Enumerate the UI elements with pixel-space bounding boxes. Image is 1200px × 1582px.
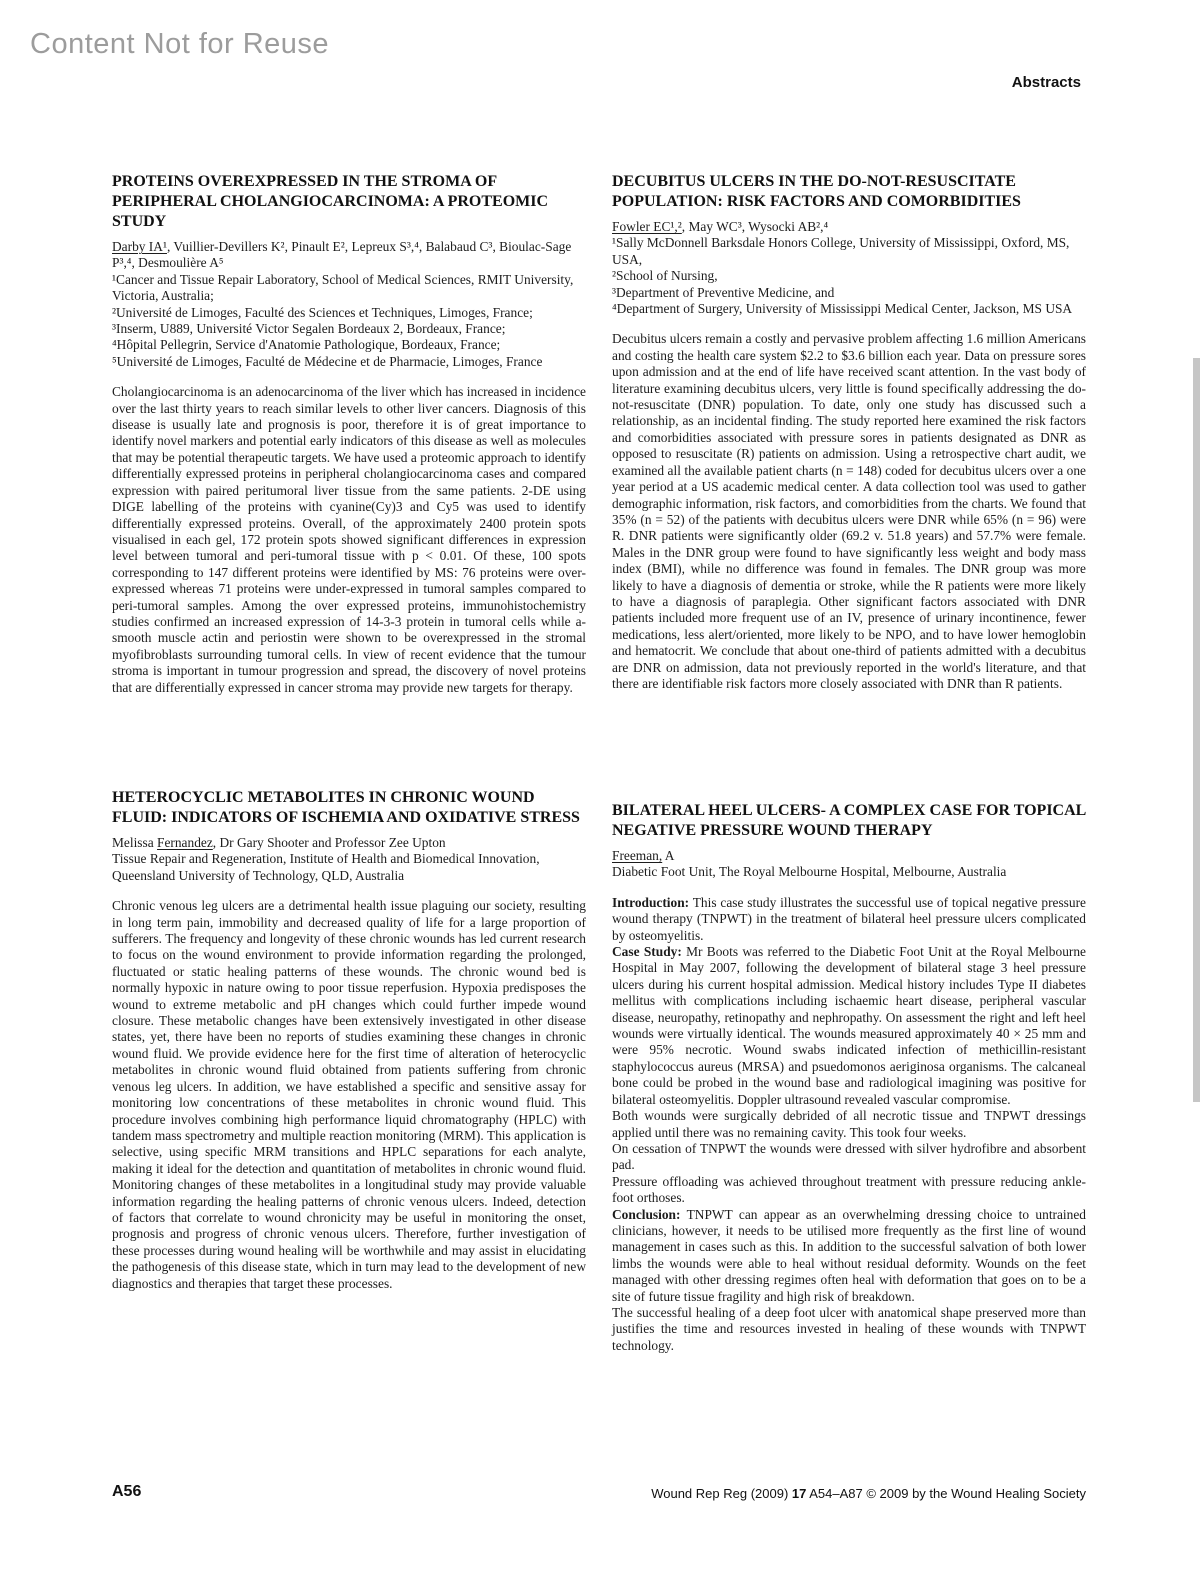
affiliation-line: Diabetic Foot Unit, The Royal Melbourne Hospital, Melbourne, Australia (612, 864, 1007, 880)
paragraph-text: Pressure offloading was achieved throughout treatment with pressure reducing ankle-foot orthoses. (612, 1173, 1086, 1206)
affiliation-line: ²School of Nursing, (612, 268, 718, 284)
authors-pre: Melissa (112, 835, 158, 850)
abstract-title: PROTEINS OVEREXPRESSED IN THE STROMA OF PERIPHERAL CHOLANGIOCARCINOMA: A PROTEOMIC STUDY (112, 173, 549, 230)
abstract-heterocyclic-metabolites (112, 788, 586, 1292)
abstract-title: BILATERAL HEEL ULCERS- A COMPLEX CASE FOR TOPICAL NEGATIVE PRESSURE WOUND THERAPY (612, 802, 1086, 839)
abstract-paragraph (612, 331, 1086, 692)
paragraph-label: Case Study: (612, 944, 682, 960)
footer-page-number: A56 (112, 1483, 142, 1500)
affiliation-line: ⁴Hôpital Pellegrin, Service d'Anatomie Pathologique, Bordeaux, France; (112, 337, 501, 353)
affiliations (612, 864, 1086, 880)
presenting-author-underline: Darby IA¹ (112, 239, 167, 254)
affiliation-line: ¹Sally McDonnell Barksdale Honors College, University of Mississippi, Oxford, MS, USA, (612, 235, 1070, 267)
affiliation-line: ⁴Department of Surgery, University of Mississippi Medical Center, Jackson, MS USA (612, 301, 1073, 317)
affiliation-line: ³Inserm, U889, Université Victor Segalen Bordeaux 2, Bordeaux, France; (112, 321, 506, 337)
paragraph-text: Decubitus ulcers remain a costly and pervasive problem affecting 1.6 million Americans and costing the health care system $2.2 to $3.6 billion each year. Data on pressure sores upon admission and at the end of life have received scant attention. In the vast body of literature examining decubitus ulcers, very little is found specifically addressing the do-not-resuscitate (DNR) population. To date, only one study has discussed such a relationship, as an incidental finding. The study reported here examined the risk factors and comorbidities associated with pressure sores in patients designated as DNR as opposed to resuscitate (R) patients on admission. Using a retrospective chart audit, we examined all the available patient charts (n = 148) coded for decubitus ulcers over a one year period at a US academic medical center. A data collection tool was used to gather demographic information, risk factors, and comorbidities from the charts. We found that 35% (n = 52) of the patients with decubitus ulcers were DNR while 65% (n = 96) were R. DNR patients were significantly older (69.2 v. 51.8 years) and 57.7% were female. Males in the DNR group were found to have significantly less weight and body mass index (BMI), while no difference was found in females. The DNR group was more likely to have a diagnosis of dementia or stroke, while the R patients were more likely to have a diagnosis of paraplegia. Other significant factors associated with DNR patients included more frequent use of an IV, presence of urinary incontinence, fewer medications, less alert/oriented, more likely to be NPO, and to have lower hemoglobin and hematocrit. We conclude that about one-third of patients admitted with a decubitus are DNR on admission, data not previously reported in the world's literature, and that there are identifiable risk factors more closely associated with DNR than R patients. (612, 331, 1086, 691)
authors-rest: A (662, 848, 675, 863)
abstracts-section-header: Abstracts (1011, 74, 1081, 91)
abstract-paragraph (612, 1174, 1086, 1207)
abstract-bilateral-heel-ulcers (612, 801, 1086, 1354)
content-not-for-reuse-watermark: Content Not for Reuse (30, 28, 330, 60)
presenting-author-underline: Fernandez (157, 835, 213, 850)
abstract-title: HETEROCYCLIC METABOLITES IN CHRONIC WOUND FLUID: INDICATORS OF ISCHEMIA AND OXIDATIVE STRESS (112, 789, 580, 826)
footer-journal-line (651, 1486, 1086, 1501)
authors-line (112, 239, 586, 272)
paragraph-text: Chronic venous leg ulcers are a detrimental health issue plaguing our society, resulting in long term pain, immobility and decreased quality of life for a large proportion of sufferers. The frequency and longevity of these chronic wounds has led current research to focus on the wound environment to provide information regarding the prolonged, fluctuated or static healing patterns of these wounds. The chronic wound bed is normally hypoxic in nature owing to poor tissue reperfusion. Hypoxia predisposes the wound to extreme metabolic and pH changes which could further impede wound closure. These metabolic changes have been extensively investigated in other disease states, yet, there have been no reports of studies examining these changes in chronic wound fluid. We provide evidence here for the first time of alteration of heterocyclic metabolites in chronic wound fluid obtained from patients suffering from chronic venous leg ulcers. In addition, we have established a specific and sensitive assay for monitoring low concentrations of these metabolites in chronic wound fluid. This procedure involves combining high performance liquid chromatography (HPLC) with tandem mass spectrometry and multiple reaction monitoring (MRM). This application is selective, using specific MRM transitions and HPLC separations for each analyte, making it ideal for the detection and quantitation of metabolites in chronic wound fluid. Monitoring changes of these metabolites in a longitudinal study may provide valuable information regarding the healing patterns of chronic venous ulcers. Indeed, detection of factors that correlate to wound chronicity may be useful in monitoring the onset, prognosis and progress of chronic venous ulcers. Therefore, further investigation of these processes during wound healing will be worthwhile and may assist in elucidating the pathogenesis of this disease state, which in turn may lead to the development of new diagnostics and therapies that target these processes. (112, 898, 586, 1291)
abstract-paragraph (112, 384, 586, 696)
paragraph-text: Mr Boots was referred to the Diabetic Foot Unit at the Royal Melbourne Hospital in May 2007, following the development of bilateral stage 3 heel pressure ulcers during his current hospital admission. Medical history includes Type II diabetes mellitus with complications including ischaemic heart disease, peripheral vascular disease, neuropathy, retinopathy and nephropathy. On assessment the right and left heel wounds were virtually identical. The wounds measured approximately 40 × 25 mm and were 95% necrotic. Wound swabs indicated infection of methicillin-resistant staphylococcus aureus (MRSA) and psuedomonos aeriginosa organisms. The calcaneal bone could be probed in the wound base and radiological imagining was positive for bilateral osteomyelitis. Doppler ultrasound revealed vascular compromise. (612, 944, 1086, 1107)
paragraph-text: Cholangiocarcinoma is an adenocarcinoma of the liver which has increased in incidence over the last thirty years to reach similar levels to other liver cancers. Diagnosis of this disease is usually late and prognosis is poor, therefore it is of great importance to identify novel markers and potential early indicators of this disease as well as molecules that may be potential therapeutic targets. We have used a proteomic approach to identify differentially expressed proteins in peripheral cholangiocarcinoma cases and compared expression with paired peritumoral liver tissue from the same patients. 2-DE using DIGE labelling of the proteins with cyanine(Cy)3 and Cy5 was used to identify differentially expressed proteins. Overall, of the approximately 2400 protein spots visualised in each gel, 172 protein spots showed significant differences in expression level between tumoral and peri-tumoral tissue with p < 0.01. Of these, 100 spots corresponding to 147 different proteins were identified by MS: 76 proteins were over-expressed whereas 71 proteins were under-expressed in tumoral samples compared to peri-tumoral samples. Among the over expressed proteins, immunohistochemistry studies confirmed an increased expression of 14-3-3 protein in tumoral cells while a-smooth muscle actin and periostin were shown to be overexpressed in the stromal myofibroblasts surrounding tumoral cells. In view of recent evidence that the tumour stroma is important in tumour progression and spread, the discovery of novel proteins that are differentially expressed in cancer stroma may provide new targets for therapy. (112, 384, 586, 695)
affiliation-line: Tissue Repair and Regeneration, Institute of Health and Biomedical Innovation, Queensland University of Technology, QLD, Australia (112, 851, 540, 883)
abstract-body (612, 895, 1086, 1354)
abstract-proteins-stroma (112, 172, 586, 696)
abstract-decubitus-ulcers (612, 172, 1086, 692)
abstract-paragraph (612, 895, 1086, 944)
journal-volume: 17 (791, 1486, 807, 1501)
affiliations (612, 235, 1086, 317)
authors-line (612, 848, 1086, 864)
paragraph-text: The successful healing of a deep foot ulcer with anatomical shape preserved more than justifies the time and resources invested in healing of these wounds with TNPWT technology. (612, 1304, 1086, 1353)
presenting-author-underline: Freeman, (612, 848, 663, 863)
paragraph-label: Introduction: (612, 894, 690, 910)
affiliations (112, 272, 586, 370)
paragraph-text: On cessation of TNPWT the wounds were dressed with silver hydrofibre and absorbent pad. (612, 1140, 1086, 1173)
abstract-title: DECUBITUS ULCERS IN THE DO-NOT-RESUSCITATE POPULATION: RISK FACTORS AND COMORBIDITIES (612, 173, 1021, 210)
affiliation-line: ¹Cancer and Tissue Repair Laboratory, School of Medical Sciences, RMIT University, Victoria, Australia; (112, 271, 574, 304)
abstract-paragraph (612, 1305, 1086, 1354)
abstract-body (612, 331, 1086, 692)
authors-line (112, 835, 586, 851)
paragraph-text: TNPWT can appear as an overwhelming dressing choice to untrained clinicians, however, it needs to be utilised more frequently as the first line of wound management in cases such as this. In addition to the successful salvation of both lower limbs the wounds were able to heal without residual deformity. Wounds on the feet managed with other dressing regimes often heal with deformation that goes on to be a site of future tissue fragility and high risk of breakdown. (612, 1206, 1086, 1304)
affiliation-line: ³Department of Preventive Medicine, and (612, 284, 835, 300)
abstract-paragraph (612, 1108, 1086, 1141)
abstract-paragraph (612, 944, 1086, 1108)
scrollbar-thumb[interactable] (1193, 358, 1200, 1102)
affiliation-line: ⁵Université de Limoges, Faculté de Médecine et de Pharmacie, Limoges, France (112, 353, 543, 369)
affiliations (112, 851, 586, 884)
paragraph-text: This case study illustrates the successful use of topical negative pressure wound therapy (TNPWT) in the treatment of bilateral heel pressure ulcers complicated by osteomyelitis. (612, 894, 1086, 943)
paragraph-label: Conclusion: (612, 1206, 681, 1222)
authors-line (612, 219, 1086, 235)
authors-rest: , Dr Gary Shooter and Professor Zee Upton (212, 835, 446, 850)
abstract-paragraph (112, 898, 586, 1292)
abstract-paragraph (612, 1207, 1086, 1305)
journal-citation-post: A54–A87 © 2009 by the Wound Healing Society (806, 1486, 1086, 1501)
presenting-author-underline: Fowler EC¹,² (612, 219, 682, 234)
abstract-body (112, 384, 586, 696)
authors-rest: , Vuillier-Devillers K², Pinault E², Lepreux S³,⁴, Balabaud C³, Bioulac-Sage P³,⁴, Desmoulière A⁵ (112, 239, 572, 271)
authors-rest: , May WC³, Wysocki AB²,⁴ (681, 219, 829, 234)
affiliation-line: ²Université de Limoges, Faculté des Sciences et Techniques, Limoges, France; (112, 304, 533, 320)
abstract-body (112, 898, 586, 1292)
journal-citation-pre: Wound Rep Reg (2009) (651, 1486, 792, 1501)
paragraph-text: Both wounds were surgically debrided of all necrotic tissue and TNPWT dressings applied until there was no remaining cavity. This took four weeks. (612, 1108, 1086, 1140)
abstract-paragraph (612, 1141, 1086, 1174)
